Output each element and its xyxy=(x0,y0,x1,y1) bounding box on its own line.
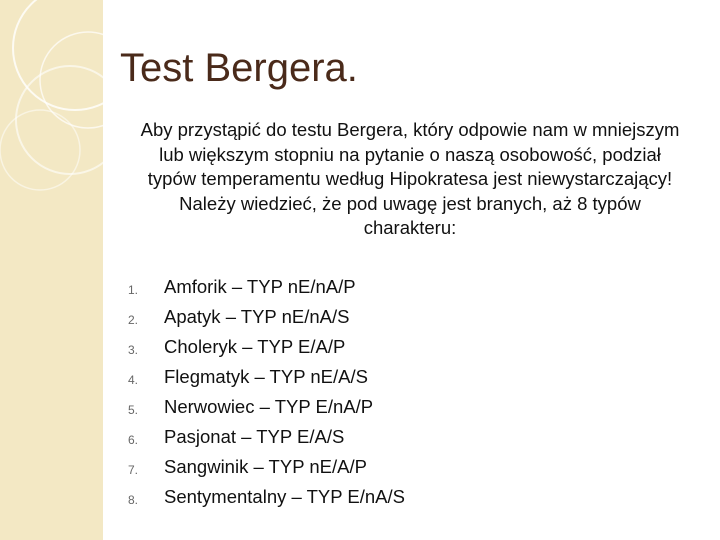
list-item-text: Pasjonat – TYP E/A/S xyxy=(164,426,345,447)
decorative-side-band xyxy=(0,0,103,540)
list-item-text: Apatyk – TYP nE/nA/S xyxy=(164,306,350,327)
slide-title: Test Bergera. xyxy=(120,46,358,90)
list-item-text: Nerwowiec – TYP E/nA/P xyxy=(164,396,374,417)
list-item-number: 8. xyxy=(128,493,139,507)
list-item-number: 1. xyxy=(128,283,139,297)
list-item-number: 4. xyxy=(128,373,139,387)
list-item-number: 3. xyxy=(128,343,139,357)
list-item-text: Sentymentalny – TYP E/nA/S xyxy=(164,486,405,507)
list-item-number: 5. xyxy=(128,403,139,417)
list-item-text: Flegmatyk – TYP nE/A/S xyxy=(164,366,368,387)
list-item-number: 6. xyxy=(128,433,139,447)
decorative-circles xyxy=(0,0,103,540)
list-item-number: 2. xyxy=(128,313,139,327)
list-item-text: Sangwinik – TYP nE/A/P xyxy=(164,456,367,477)
intro-paragraph: Aby przystąpić do testu Bergera, który odpowie nam w mniejszym lub większym stopniu na pytanie o naszą osobowość, podział typów temperamentu według Hipokratesa jest niewystarczający! Należy wiedzieć, że pod uwagę jest branych, aż 8 typów charakteru: xyxy=(140,119,680,238)
list-item-text: Amforik – TYP nE/nA/P xyxy=(164,276,356,297)
list-item-number: 7. xyxy=(128,463,139,477)
list-item-text: Choleryk – TYP E/A/P xyxy=(164,336,346,357)
